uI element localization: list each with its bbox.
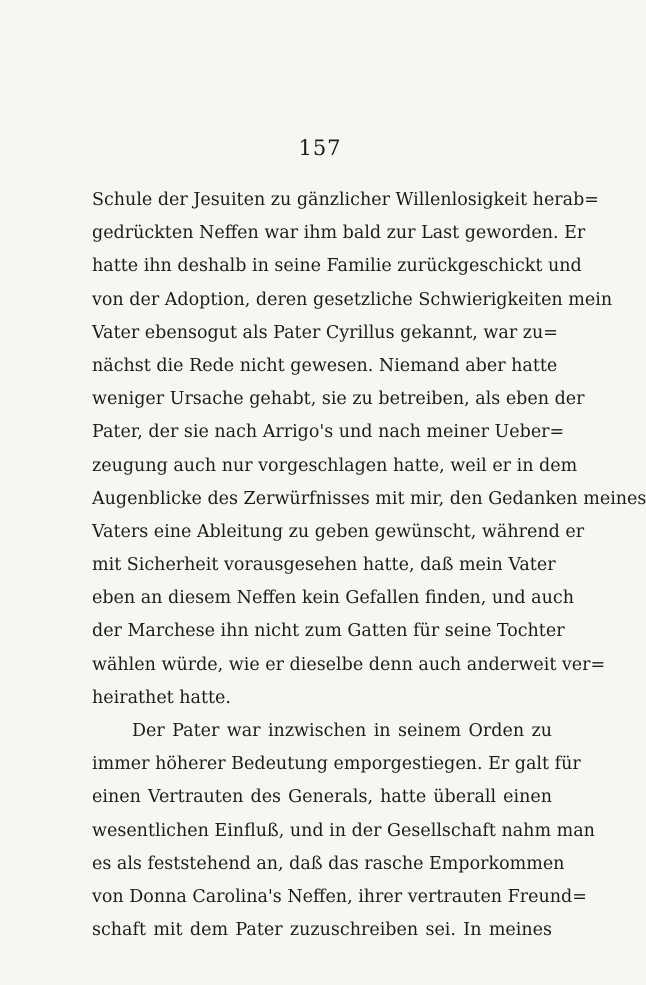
text-line: Schule der Jesuiten zu gänzlicher Willenlosigkeit herab= [92,190,599,210]
text-line: gedrückten Neffen war ihm bald zur Last geworden. Er [92,223,586,244]
text-line: wesentlichen Einfluß, und in der Gesellschaft nahm man [92,820,595,841]
page-number: 157 [298,136,342,160]
text-line: eben an diesem Neffen kein Gefallen finden, und auch [92,588,574,609]
text-line: Augenblicke des Zerwürfnisses mit mir, den Gedanken meines [92,488,646,509]
text-line: Der Pater war inzwischen in seinem Orden zu [132,721,552,741]
text-line: Vater ebensogut als Pater Cyrillus gekannt, war zu= [92,322,558,343]
body-text [92,184,646,947]
text-line: mit Sicherheit vorausgesehen hatte, daß mein Vater [92,555,556,576]
text-line: immer höherer Bedeutung emporgestiegen. Er galt für [92,754,581,775]
paragraph [92,184,646,715]
text-line: hatte ihn deshalb in seine Familie zurückgeschickt und [92,256,582,277]
text-line: es als feststehend an, daß das rasche Emporkommen [92,853,565,874]
text-line: zeugung auch nur vorgeschlagen hatte, weil er in dem [92,455,578,476]
text-line: von der Adoption, deren gesetzliche Schwierigkeiten mein [92,289,613,310]
text-line: Vaters eine Ableitung zu geben gewünscht, während er [92,521,585,542]
text-line: heirathet hatte. [92,687,231,708]
text-line: der Marchese ihn nicht zum Gatten für seine Tochter [92,621,565,642]
text-line: nächst die Rede nicht gewesen. Niemand aber hatte [92,355,558,376]
text-line: weniger Ursache gehabt, sie zu betreiben, als eben der [92,389,585,410]
text-line: wählen würde, wie er dieselbe denn auch anderweit ver= [92,654,606,675]
text-line: einen Vertrauten des Generals, hatte überall einen [92,787,552,808]
text-line: von Donna Carolina's Neffen, ihrer vertrauten Freund= [92,886,587,907]
text-line: Pater, der sie nach Arrigo's und nach meiner Ueber= [92,422,565,443]
paragraph [92,715,595,947]
text-line: schaft mit dem Pater zuzuschreiben sei. In meines [92,920,552,941]
